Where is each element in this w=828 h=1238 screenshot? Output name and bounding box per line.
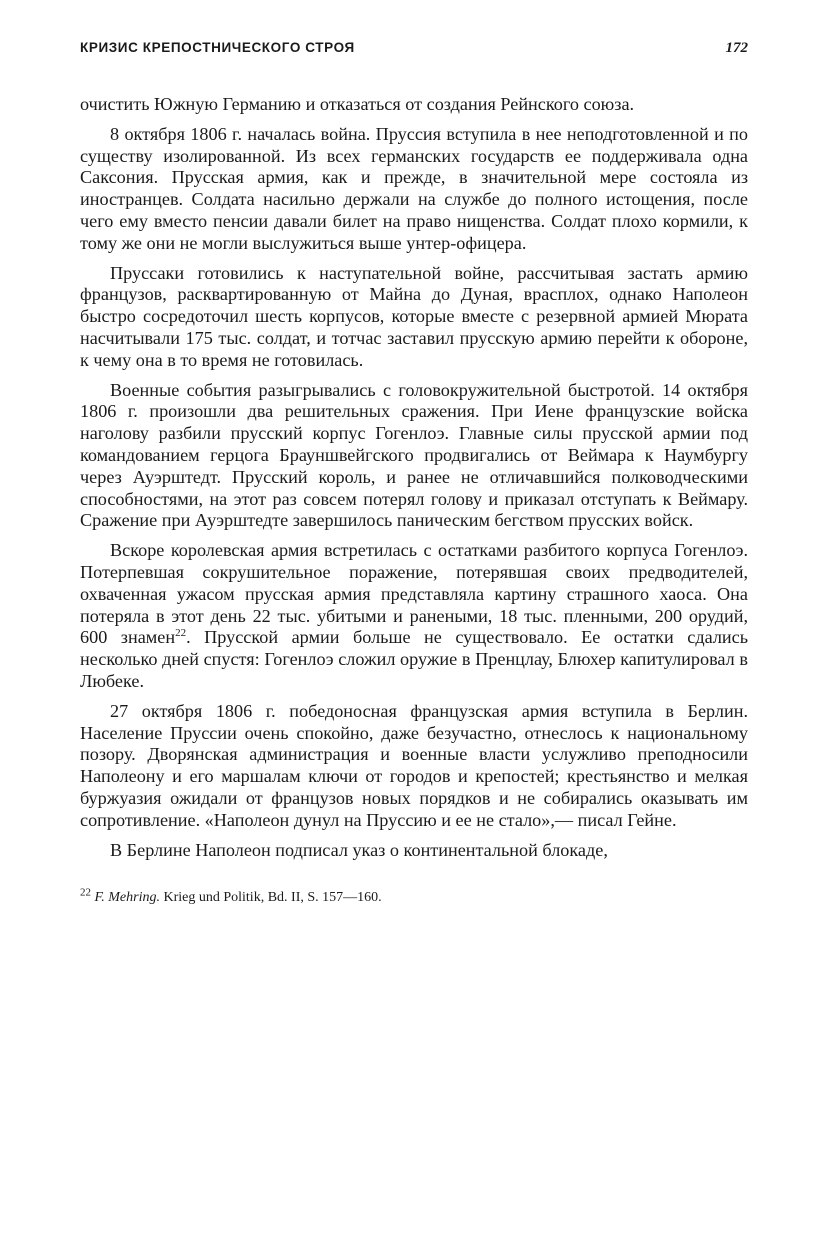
footnote-number: 22 <box>80 886 91 899</box>
paragraph: очистить Южную Германию и отказаться от создания Рейнского союза. <box>80 94 635 114</box>
paragraph-text: . Прусской армии больше не существовало. Ее остатки сдались несколько дней спустя: Гогенлоэ сложил оружие в Пренцлау, Блюхер капитулировал в Любеке. <box>80 627 748 691</box>
paragraph-text: Вскоре королевская армия встретилась с остатками разбитого корпуса Гогенлоэ. Потерпевшая сокрушительное поражение, потерявшая своих предводителей, охваченная ужасом прусская армия представляла картину страшного хаоса. Она потеряла в этот день 22 тыс. убитыми и ранеными, 18 тыс. пленными, 200 орудий, 600 знамен <box>80 540 748 648</box>
footnote-author: F. Mehring. <box>94 890 160 906</box>
paragraph <box>80 540 748 693</box>
running-title: КРИЗИС КРЕПОСТНИЧЕСКОГО СТРОЯ <box>80 40 355 55</box>
paragraph: В Берлине Наполеон подписал указ о континентальной блокаде, <box>110 839 608 860</box>
running-head <box>80 40 748 64</box>
footnote-reference[interactable]: 22 <box>175 627 187 640</box>
body-text <box>80 94 748 861</box>
footnote-text: Krieg und Politik, Bd. II, S. 157—160. <box>163 890 382 906</box>
page-number: 172 <box>725 40 748 56</box>
paragraph: 8 октября 1806 г. началась война. Пруссия вступила в нее неподготовленной и по существу изолированной. Из всех германских государств ее поддерживала одна Саксония. Прусская армия, как и прежде, в значительной мере состояла из иностранцев. Солдата насильно держали на службе до полного истощения, после чего ему вместо пенсии давали билет на право нищенства. Солдат плохо кормили, к тому же они не могли выслужиться выше унтер-офицера. <box>80 123 748 253</box>
paragraph: 27 октября 1806 г. победоносная французская армия вступила в Берлин. Население Пруссии очень спокойно, даже безучастно, отнеслось к национальному позору. Дворянская администрация и военные власти услужливо преподносили Наполеону и его маршалам ключи от городов и крепостей; крестьянство и мелкая буржуазия ожидали от французов новых порядков и не собирались оказывать им сопротивление. «Наполеон дунул на Пруссию и ее не стало»,— писал Гейне. <box>80 700 748 830</box>
footnote <box>80 886 748 907</box>
book-page <box>80 40 748 907</box>
paragraph: Военные события разыгрывались с головокружительной быстротой. 14 октября 1806 г. произошли два решительных сражения. При Иене французские войска наголову разбили прусский корпус Гогенлоэ. Главные силы прусской армии под командованием герцога Брауншвейгского продвигались от Веймара к Наумбургу через Ауэрштедт. Прусский король, и ранее не отличавшийся полководческими способностями, на этот раз совсем потерял голову и приказал отступать к Веймару. Сражение при Ауэрштедте завершилось паническим бегством прусских войск. <box>80 379 748 531</box>
footnotes <box>80 886 748 907</box>
paragraph: Пруссаки готовились к наступательной войне, рассчитывая застать армию французов, расквартированную от Майна до Дуная, врасплох, однако Наполеон быстро сосредоточил шесть корпусов, которые вместе с резервной армией Мюрата насчитывали 175 тыс. солдат, и тотчас заставил прусскую армию перейти к обороне, к чему она в то время не готовилась. <box>80 262 748 370</box>
